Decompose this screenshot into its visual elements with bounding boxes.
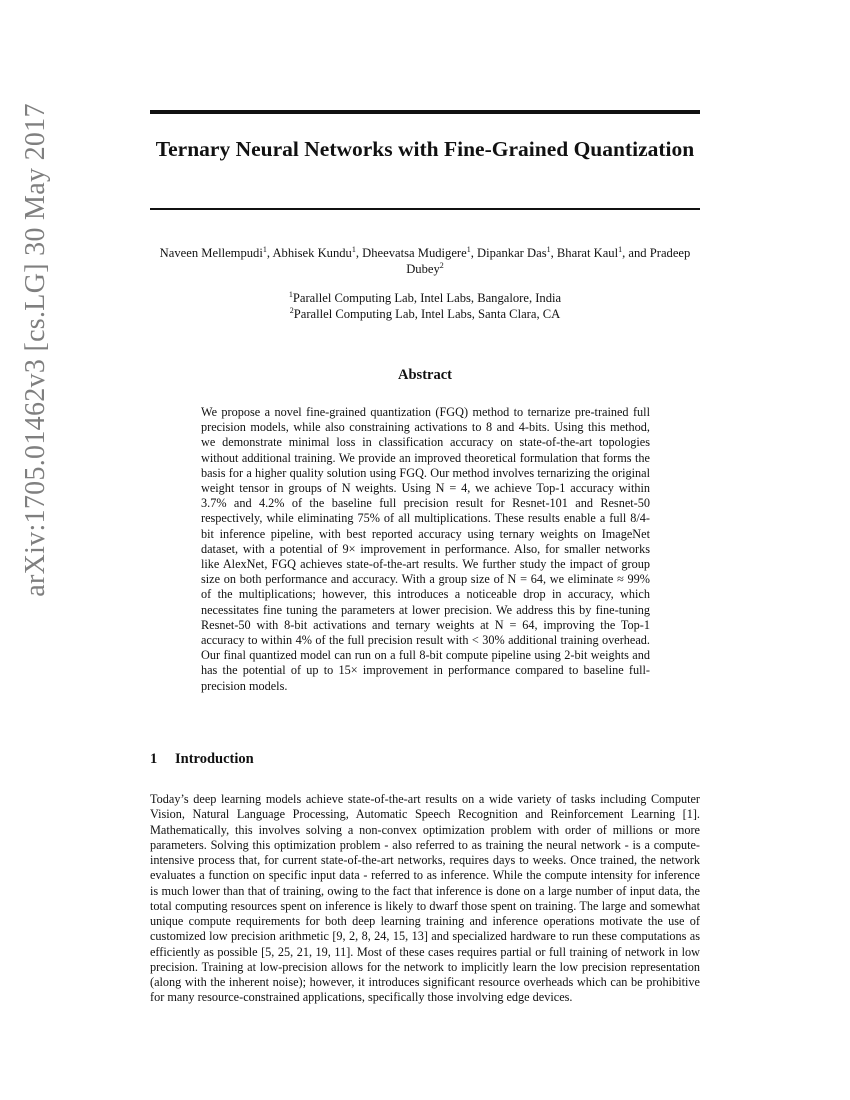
author-affiliation-mark: 1 bbox=[618, 244, 623, 254]
paper-title: Ternary Neural Networks with Fine-Grained Quantization bbox=[155, 137, 695, 161]
affiliation-text: Parallel Computing Lab, Intel Labs, Santa Clara, CA bbox=[293, 307, 561, 321]
author-name: Bharat Kaul bbox=[556, 246, 619, 260]
author-name: Naveen Mellempudi bbox=[159, 246, 263, 260]
affiliation-number: 2 bbox=[289, 305, 294, 315]
affiliation-number: 1 bbox=[288, 289, 293, 299]
author-name: Pradeep Dubey bbox=[406, 246, 691, 276]
abstract-body: We propose a novel fine-grained quantization (FGQ) method to ternarize pre-trained full precision models, while also constraining activations to 8 and 4-bits. Using this method, we demonstrate minimal loss in classification accuracy on state-of-the-art topologies without additional training. We provide an improved theoretical formulation that forms the basis for a higher quality solution using FGQ. Our method involves ternarizing the original weight tensor in groups of N weights. Using N = 4, we achieve Top-1 accuracy within 3.7% and 4.2% of the baseline full precision result for Resnet-101 and Resnet-50 respectively, while eliminating 75% of all multiplications. These results enable a full 8/4-bit inference pipeline, with best reported accuracy using ternary weights on ImageNet dataset, with a potential of 9× improvement in performance. Also, for smaller networks like AlexNet, FGQ achieves state-of-the-art results. We further study the impact of group size on both performance and accuracy. With a group size of N = 64, we eliminate ≈ 99% of the multiplications; however, this introduces a noticeable drop in accuracy, which necessitates fine tuning the parameters at lower precision. We address this by fine-tuning Resnet-50 with 8-bit activations and ternary weights at N = 64, improving the Top-1 accuracy to within 4% of the full precision result with < 30% additional training overhead. Our final quantized model can run on a full 8-bit compute pipeline using 2-bit weights and has the potential of up to 15× improvement in performance compared to baseline full-precision models. bbox=[201, 405, 650, 693]
abstract-heading: Abstract bbox=[398, 367, 452, 383]
author-separator: , bbox=[470, 246, 478, 260]
author-affiliation-mark: 1 bbox=[262, 244, 267, 254]
title-top-rule bbox=[150, 110, 700, 114]
section-title: Introduction bbox=[175, 751, 254, 767]
section-number: 1 bbox=[150, 751, 158, 767]
author-name: Dipankar Das bbox=[477, 246, 547, 260]
author-name: Dheevatsa Mudigere bbox=[362, 246, 467, 260]
author-separator: , bbox=[266, 246, 273, 260]
affiliation-line bbox=[150, 290, 700, 306]
author-affiliation-mark: 1 bbox=[466, 244, 471, 254]
author-separator: , and bbox=[622, 246, 650, 260]
author-affiliation-mark: 1 bbox=[546, 244, 551, 254]
author-affiliation-mark: 2 bbox=[439, 260, 444, 270]
author-name: Abhisek Kundu bbox=[272, 246, 352, 260]
section-heading-introduction bbox=[150, 751, 700, 768]
author-affiliation-mark: 1 bbox=[351, 244, 356, 254]
author-separator: , bbox=[355, 246, 363, 260]
title-bottom-rule bbox=[150, 208, 700, 210]
author-list bbox=[140, 245, 710, 277]
introduction-body: Today’s deep learning models achieve state-of-the-art results on a wide variety of tasks including Computer Vision, Natural Language Processing, Automatic Speech Recognition and Reinforcement Learning [1]. Mathematically, this involves solving a non-convex optimization problem with order of millions or more parameters. Solving this optimization problem - also referred to as training the neural network - is a compute-intensive process that, for current state-of-the-art networks, requires days to weeks. Once trained, the network evaluates a function on specific input data - referred to as inference. While the compute intensity for inference is much lower than that of training, owing to the fact that inference is done on a large number of input data, the total computing resources spent on inference is likely to dwarf those spent on training. The large and somewhat unique compute requirements for both deep learning training and inference operations motivate the use of customized low precision arithmetic [9, 2, 8, 24, 15, 13] and specialized hardware to run these computations as efficiently as possible [5, 25, 21, 19, 11]. Most of these cases requires partial or full training of network in low precision. Training at low-precision allows for the network to implicitly learn the low precision representation (along with the inherent noise); however, it introduces significant resource overheads which can be prohibitive for many resource-constrained applications, specifically those involving edge devices. bbox=[150, 792, 700, 1005]
author-separator: , bbox=[550, 246, 557, 260]
affiliation-line bbox=[150, 306, 700, 322]
affiliation-text: Parallel Computing Lab, Intel Labs, Bangalore, India bbox=[292, 291, 562, 305]
affiliation-list bbox=[150, 290, 700, 322]
arxiv-watermark: arXiv:1705.01462v3 [cs.LG] 30 May 2017 bbox=[20, 103, 51, 597]
